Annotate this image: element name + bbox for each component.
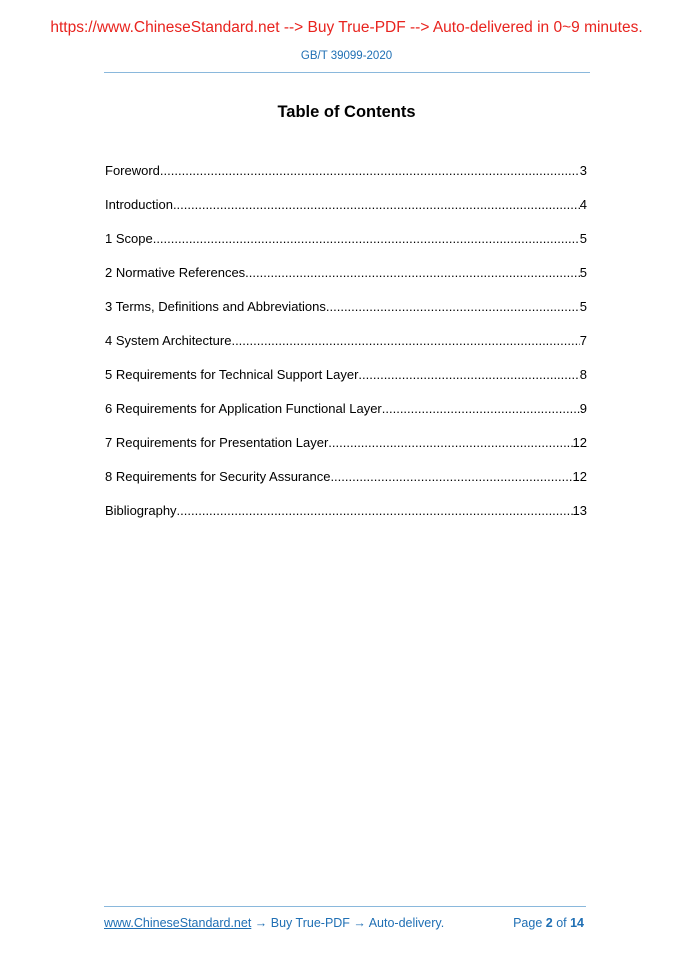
toc-leader-dots xyxy=(358,364,579,386)
footer-tagline: → Buy True-PDF → Auto-delivery. xyxy=(251,916,445,930)
toc-entry-label: 7 Requirements for Presentation Layer xyxy=(105,435,329,450)
footer-divider xyxy=(104,906,586,907)
toc-entry-security-assurance[interactable] xyxy=(105,466,587,500)
toc-entry-technical-support-layer[interactable] xyxy=(105,364,587,398)
toc-leader-dots xyxy=(173,194,580,216)
page-word: Page xyxy=(513,916,546,930)
toc-entry-label: Bibliography xyxy=(105,503,177,518)
toc-entry-label: 6 Requirements for Application Functional Layer xyxy=(105,401,382,416)
toc-entry-application-functional-layer[interactable] xyxy=(105,398,587,432)
toc-leader-dots xyxy=(153,228,580,250)
footer-site-link[interactable]: www.ChineseStandard.net xyxy=(104,916,252,930)
toc-entry-label: 2 Normative References xyxy=(105,265,246,280)
toc-entry-page: 13 xyxy=(572,503,587,518)
toc-entry-introduction[interactable] xyxy=(105,194,587,228)
toc-entry-label: Introduction xyxy=(105,197,173,212)
toc-leader-dots xyxy=(326,296,580,318)
page-indicator xyxy=(513,916,584,930)
toc-entry-bibliography[interactable] xyxy=(105,500,587,534)
toc-entry-page: 12 xyxy=(572,435,587,450)
toc-entry-foreword[interactable] xyxy=(105,160,587,194)
toc-entry-label: 4 System Architecture xyxy=(105,333,232,348)
document-code: GB/T 39099-2020 xyxy=(300,50,393,62)
toc-entry-system-architecture[interactable] xyxy=(105,330,587,364)
toc-entry-label: Foreword xyxy=(105,163,160,178)
toc-entry-label: 8 Requirements for Security Assurance xyxy=(105,469,331,484)
toc-entry-terms-definitions[interactable] xyxy=(105,296,587,330)
toc-entry-page: 5 xyxy=(579,299,587,314)
toc-entry-page: 8 xyxy=(579,367,587,382)
toc-entry-label: 5 Requirements for Technical Support Layer xyxy=(105,367,359,382)
toc-entry-label: 3 Terms, Definitions and Abbreviations xyxy=(105,299,326,314)
toc-entry-page: 5 xyxy=(579,265,587,280)
toc-leader-dots xyxy=(245,262,580,284)
page-current: 2 xyxy=(545,916,553,930)
toc-entry-page: 5 xyxy=(579,231,587,246)
toc-entry-page: 9 xyxy=(579,401,587,416)
toc-entry-presentation-layer[interactable] xyxy=(105,432,587,466)
page-total: 14 xyxy=(570,916,584,930)
toc-list xyxy=(105,160,587,534)
toc-title: Table of Contents xyxy=(277,103,416,121)
toc-leader-dots xyxy=(177,500,573,522)
of-word: of xyxy=(552,916,571,930)
header-divider xyxy=(104,72,590,73)
toc-entry-page: 3 xyxy=(579,163,587,178)
toc-entry-page: 7 xyxy=(579,333,587,348)
toc-entry-label: 1 Scope xyxy=(105,231,153,246)
toc-entry-scope[interactable] xyxy=(105,228,587,262)
toc-entry-page: 12 xyxy=(572,469,587,484)
toc-leader-dots xyxy=(330,466,572,488)
promo-banner[interactable]: https://www.ChineseStandard.net --> Buy True-PDF --> Auto-delivered in 0~9 minutes. xyxy=(50,19,643,36)
toc-entry-normative-references[interactable] xyxy=(105,262,587,296)
toc-leader-dots xyxy=(231,330,579,352)
toc-leader-dots xyxy=(328,432,572,454)
toc-entry-page: 4 xyxy=(579,197,587,212)
page-footer xyxy=(104,916,586,930)
toc-leader-dots xyxy=(160,160,580,182)
toc-leader-dots xyxy=(382,398,580,420)
